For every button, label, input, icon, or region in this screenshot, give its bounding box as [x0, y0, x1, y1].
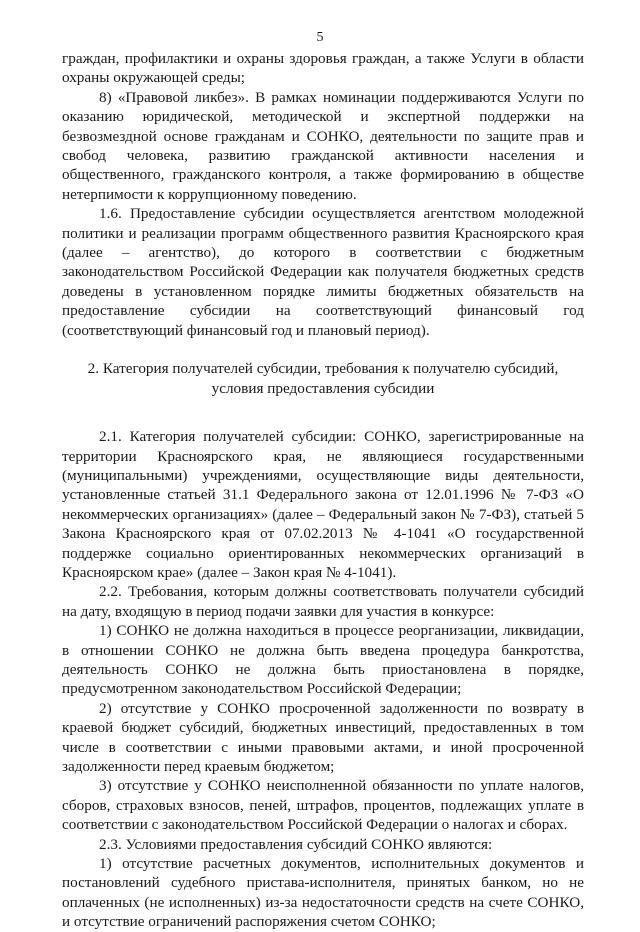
paragraph-2-3: 2.3. Условиями предоставления субсидий СОНКО являются:	[99, 835, 493, 853]
paragraph-2-2-item-2: 2) отсутствие у СОНКО просроченной задолженности по возврату в краевой бюджет субсидий, бюджетных инвестиций, предоставленных в том числе в соответствии с иными правовыми актами, и иной просроченной задолженности перед краевым бюджетом;	[62, 699, 584, 775]
paragraph-2-1: 2.1. Категория получателей субсидии: СОНКО, зарегистрированные на территории Красноярского края, не являющиеся государственными (муниципальными) учреждениями, осуществляющие виды деятельности, установленные статьей 31.1 Федерального закона от 12.01.1996 № 7-ФЗ «О некоммерческих организациях» (далее – Федеральный закон № 7-ФЗ), статьей 5 Закона Красноярского края от 07.02.2013 № 4-1041 «О государственной поддержке социально ориентированных некоммерческих организаций в Красноярском крае» (далее – Закон края № 4-1041).	[62, 428, 584, 581]
paragraph-item-8: 8) «Правовой ликбез». В рамках номинации поддерживаются Услуги по оказанию юридической, методической и экспертной поддержки на безвозмездной основе гражданам и СОНКО, деятельности по защите прав и свобод человека, развитию гражданской активности населения и общественного, гражданского контроля, а также формированию в обществе нетерпимости к коррупционному поведению.	[62, 88, 584, 203]
paragraph-1-6: 1.6. Предоставление субсидии осуществляется агентством молодежной политики и реализации программ общественного развития Красноярского края (далее – агентство), до которого в соответствии с бюджетным законодательством Российской Федерации как получателя бюджетных средств доведены в установленном порядке лимиты бюджетных обязательств на предоставление субсидии на соответствующий финансовый год (соответствующий финансовый год и плановый период).	[62, 205, 584, 339]
paragraph-2-2: 2.2. Требования, которым должны соответствовать получатели субсидий на дату, входящую в период подачи заявки для участия в конкурсе:	[62, 583, 584, 620]
section-2-heading	[62, 359, 584, 399]
section-2-heading-line-2: условия предоставления субсидии	[211, 380, 435, 398]
page-number: 5	[316, 30, 324, 45]
section-2-heading-line-1: 2. Категория получателей субсидии, требования к получателю субсидий,	[87, 360, 559, 378]
paragraph-2-3-item-1: 1) отсутствие расчетных документов, исполнительных документов и постановлений судебного пристава-исполнителя, принятых банком, но не оплаченных (не исполненных) из-за недостаточности средств на счете СОНКО, и отсутствие ограничений распоряжения счетом СОНКО;	[62, 855, 584, 931]
paragraph-2-2-item-1: 1) СОНКО не должна находиться в процессе реорганизации, ликвидации, в отношении СОНКО не должна быть введена процедура банкротства, деятельность СОНКО не должна быть приостановлена в порядке, предусмотренном законодательством Российской Федерации;	[62, 622, 584, 698]
document-body	[62, 49, 584, 932]
paragraph-continuation: граждан, профилактики и охраны здоровья граждан, а также Услуги в области охраны окружающей среды;	[62, 50, 584, 87]
paragraph-2-2-item-3: 3) отсутствие у СОНКО неисполненной обязанности по уплате налогов, сборов, страховых взносов, пеней, штрафов, процентов, подлежащих уплате в соответствии с законодательством Российской Федерации о налогах и сборах.	[62, 777, 584, 834]
